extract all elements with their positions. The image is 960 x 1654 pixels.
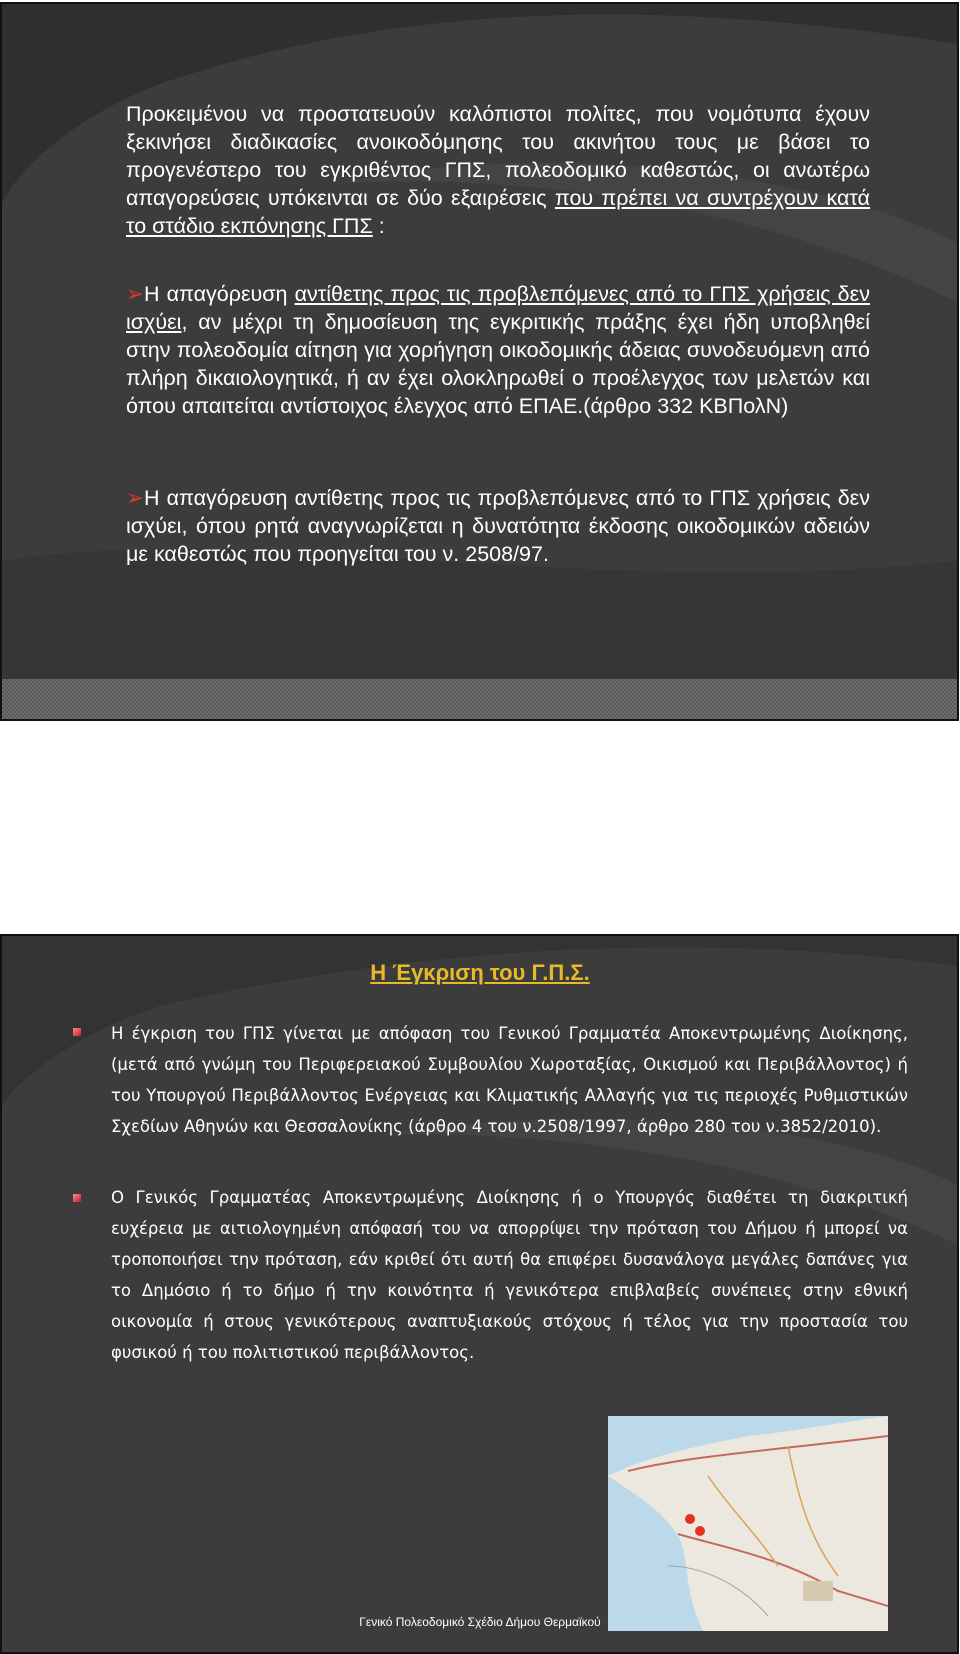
bullet-1-underlined: αντίθετης προς τις προβλεπόμενες από το ΓΠΣ χρήσεις δεν ισχύει xyxy=(126,282,870,334)
bullet-2 xyxy=(126,484,870,568)
intro-underlined-text: που πρέπει να συντρέχουν κατά το στάδιο εκπόνησης ΓΠΣ xyxy=(126,186,870,238)
bullet-1-rest: , αν μέχρι τη δημοσίευση της εγκριτικής πράξης έχει ήδη υποβληθεί στην πολεοδομία αίτηση για χορήγηση οικοδομικής άδειας συνοδευόμενη από πλήρη δικαιολογητικά, ή αν έχει ολοκληρωθεί ο προέλεγχος των μελετών και όπου απαιτείται αντίστοιχος έλεγχος από ΕΠΑΕ.(άρθρο 332 ΚΒΠολΝ) xyxy=(126,310,870,418)
arrow-bullet-icon: ➢ xyxy=(126,486,145,510)
slide-1-checker-band xyxy=(2,679,957,719)
slide-2-footer: Γενικό Πολεοδομικό Σχέδιο Δήμου Θερμαϊκού xyxy=(359,1615,601,1629)
paragraph-discretion: Ο Γενικός Γραμματέας Αποκεντρωμένης Διοίκησης ή ο Υπουργός διαθέτει τη διακριτική ευχέρεια με αιτιολογημένη απόφασή του να απορρίψει την πρόταση του Δήμου ή μπορεί να τροποποιήσει την πρόταση, εάν κριθεί ότι αυτή θα επιφέρει δυσανάλογα μεγάλες δαπάνες για το Δημόσιο ή το δήμο ή την κοινότητα ή γενικότερα επιβλαβείς συνέπειες στην εθνική οικονομία ή στους γενικότερους αναπτυξιακούς στόχους ή τέλος για την προστασία του φυσικού ή του πολιτιστικού περιβάλλοντος. xyxy=(111,1188,908,1362)
paragraph-approval: Η έγκριση του ΓΠΣ γίνεται με απόφαση του Γενικού Γραμματέα Αποκεντρωμένης Διοίκησης, (μετά από γνώμη του Περιφερειακού Συμβουλίου Χωροταξίας, Οικισμού και Περιβάλλοντος) ή του Υπουργού Περιβάλλοντος Ενέργειας και Κλιματικής Αλλαγής για τις περιοχές Ρυθμιστικών Σχεδίων Αθηνών και Θεσσαλονίκης (άρθρο 4 του ν.2508/1997, άρθρο 280 του ν.3852/2010). xyxy=(111,1024,908,1136)
map-graphic xyxy=(608,1416,888,1631)
bullet-1-start: Η απαγόρευση xyxy=(144,282,295,306)
intro-end: : xyxy=(372,214,385,238)
map-marker-icon xyxy=(685,1514,695,1524)
square-bullet-icon xyxy=(73,1028,81,1036)
intro-text: Προκειμένου να προστατευούν καλόπιστοι πολίτες, που νομότυπα έχουν ξεκινήσει διαδικασίες ανοικοδόμησης του ακινήτου τους με βάσει το προγενέστερο του εγκριθέντος ΓΠΣ, πολεοδομικό καθεστώς, οι ανωτέρω απαγορεύσεις υπόκεινται σε δύο εξαιρέσεις xyxy=(126,102,870,210)
bullet-2-text: Η απαγόρευση αντίθετης προς τις προβλεπόμενες από το ΓΠΣ χρήσεις δεν ισχύει, όπου ρητά αναγνωρίζεται η δυνατότητα έκδοσης οικοδομικών αδειών με καθεστώς που προηγείται του ν. 2508/97. xyxy=(126,486,870,566)
map-marker-icon xyxy=(695,1526,705,1536)
slide-2-title: Η Έγκριση του Γ.Π.Σ. xyxy=(370,960,590,985)
square-bullet-icon xyxy=(73,1194,81,1202)
bullet-1 xyxy=(126,280,870,420)
arrow-bullet-icon: ➢ xyxy=(126,282,145,306)
intro-paragraph xyxy=(126,100,870,240)
map-image xyxy=(608,1416,888,1631)
